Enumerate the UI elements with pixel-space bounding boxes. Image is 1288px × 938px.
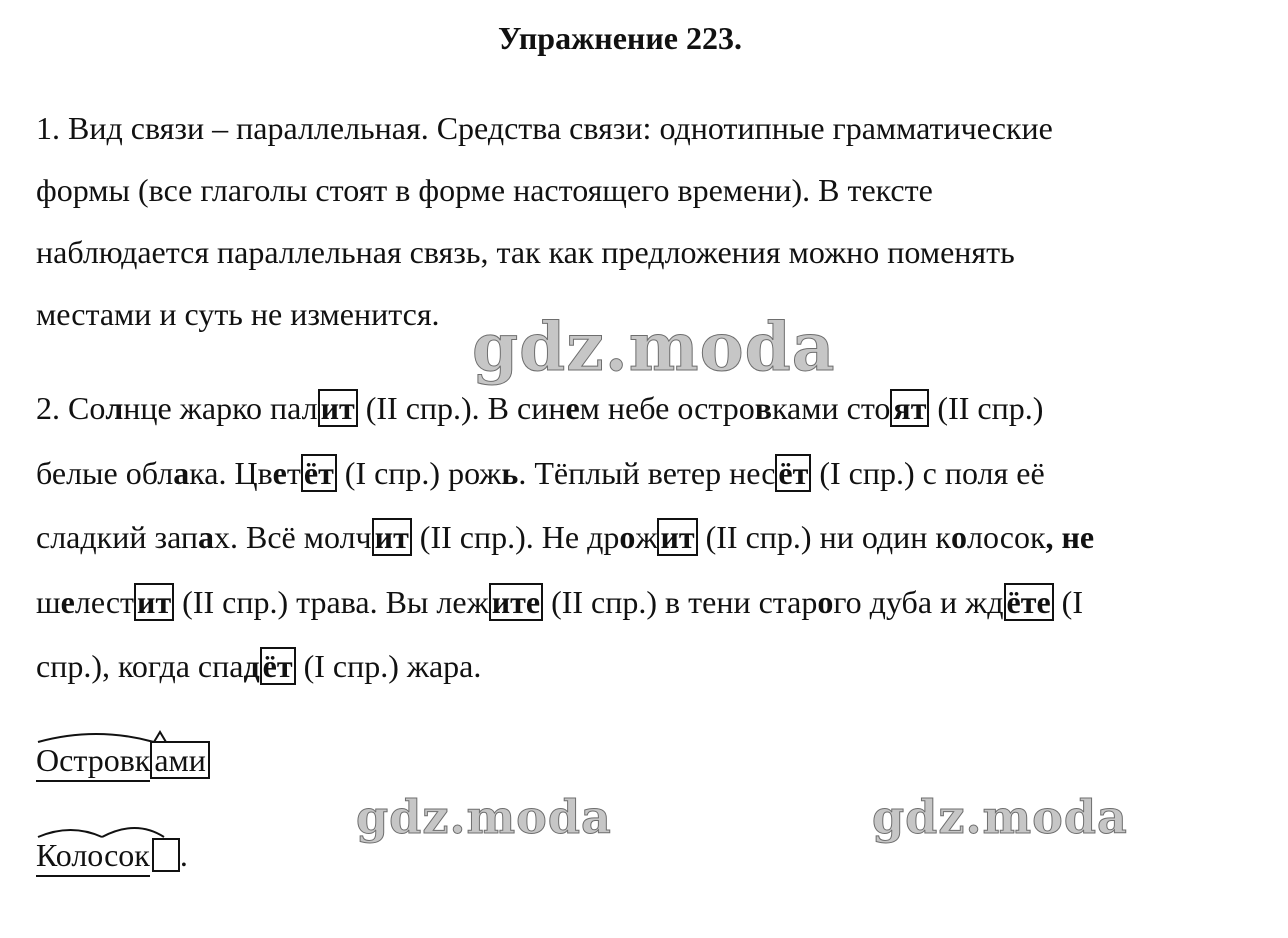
text: (I [1053,583,1083,620]
bold-letter: в [754,390,772,426]
verb-ending-box: ит [657,518,697,556]
paragraph-2 [36,376,1216,699]
text: . Тёплый ветер нес [518,454,776,491]
morpheme-analysis-word-2 [36,835,188,877]
bold-letter: л [105,390,124,426]
text: лосок [966,519,1046,555]
text: спр.), когда спа [36,648,244,684]
text: м небе остро [579,390,755,426]
text: 2. Со [36,390,106,426]
paragraph-2-line-2 [36,441,1216,506]
text: нце жарко пал [123,390,318,426]
verb-ending-box: ёт [301,454,337,492]
word-stem [36,835,150,877]
exercise-title: Упражнение 223. [497,20,742,56]
verb-ending-box: ёт [775,454,811,492]
watermark-logo: gdz.moda [472,308,836,386]
text: (II спр.). Не др [411,519,620,555]
text: белые обл [36,454,174,491]
text: лест [74,583,134,620]
text: го дуба и жд [833,583,1004,620]
paragraph-1-line: местами и суть не изменится. [36,296,440,332]
root-and-suffix-marks [36,817,206,841]
text: ж [635,519,658,555]
verb-ending-box: ёт [260,647,296,685]
empty-ending-box [152,838,180,872]
bold-letter: е [272,454,287,491]
text: (II спр.) трава. Вы леж [174,583,489,620]
text: (II спр.) ни один к [697,519,951,555]
bold-letter: о [817,583,834,620]
bold-letter: е [60,583,75,620]
text: (I спр.) с поля её [811,454,1045,491]
bold-letter: ь [501,454,519,491]
bold-letter: е [565,390,580,426]
bold-text: , не [1045,519,1095,555]
paragraph-1-line: 1. Вид связи – параллельная. Средства связи: однотипные грамматические [36,110,1053,146]
text: (II спр.). В син [357,390,566,426]
verb-ending-box: ит [372,518,412,556]
paragraph-1-line: формы (все глаголы стоят в форме настоящего времени). В тексте [36,172,933,208]
text: (I спр.) рож [336,454,502,491]
text: (I спр.) жара. [295,648,482,684]
paragraph-2-line-4 [36,570,1216,635]
verb-ending-box: ит [134,583,174,621]
text: ка. Цв [189,454,273,491]
watermark-logo: gdz.moda [356,790,612,844]
bold-letter: а [198,519,214,555]
word-stem [36,740,150,782]
bold-letter: а [173,454,190,491]
verb-ending-box: ите [489,583,543,621]
paragraph-2-line-5 [36,634,1216,699]
morpheme-analysis-word-1 [36,740,210,782]
stem-text: Колосок [36,837,150,873]
root-and-suffix-marks [36,722,206,746]
paragraph-2-line-3 [36,505,1216,570]
text: х. Всё молч [214,519,372,555]
text: сладкий зап [36,519,198,555]
watermark-logo: gdz.moda [872,790,1128,844]
text: (II спр.) в тени стар [543,583,818,620]
bold-letter: о [619,519,636,555]
verb-ending-box: ят [890,389,929,427]
ending-box: ами [150,741,210,779]
paragraph-1-line: наблюдается параллельная связь, так как предложения можно поменять [36,234,1015,270]
stem-text: Островк [36,742,151,778]
bold-letter: о [950,519,967,555]
text: ками сто [771,390,891,426]
period: . [179,837,188,873]
text: т [286,454,301,491]
text: (II спр.) [929,390,1044,426]
bold-letter: д [243,648,260,684]
text: ш [36,583,61,620]
verb-ending-box: ит [318,389,358,427]
verb-ending-box: ёте [1004,583,1054,621]
